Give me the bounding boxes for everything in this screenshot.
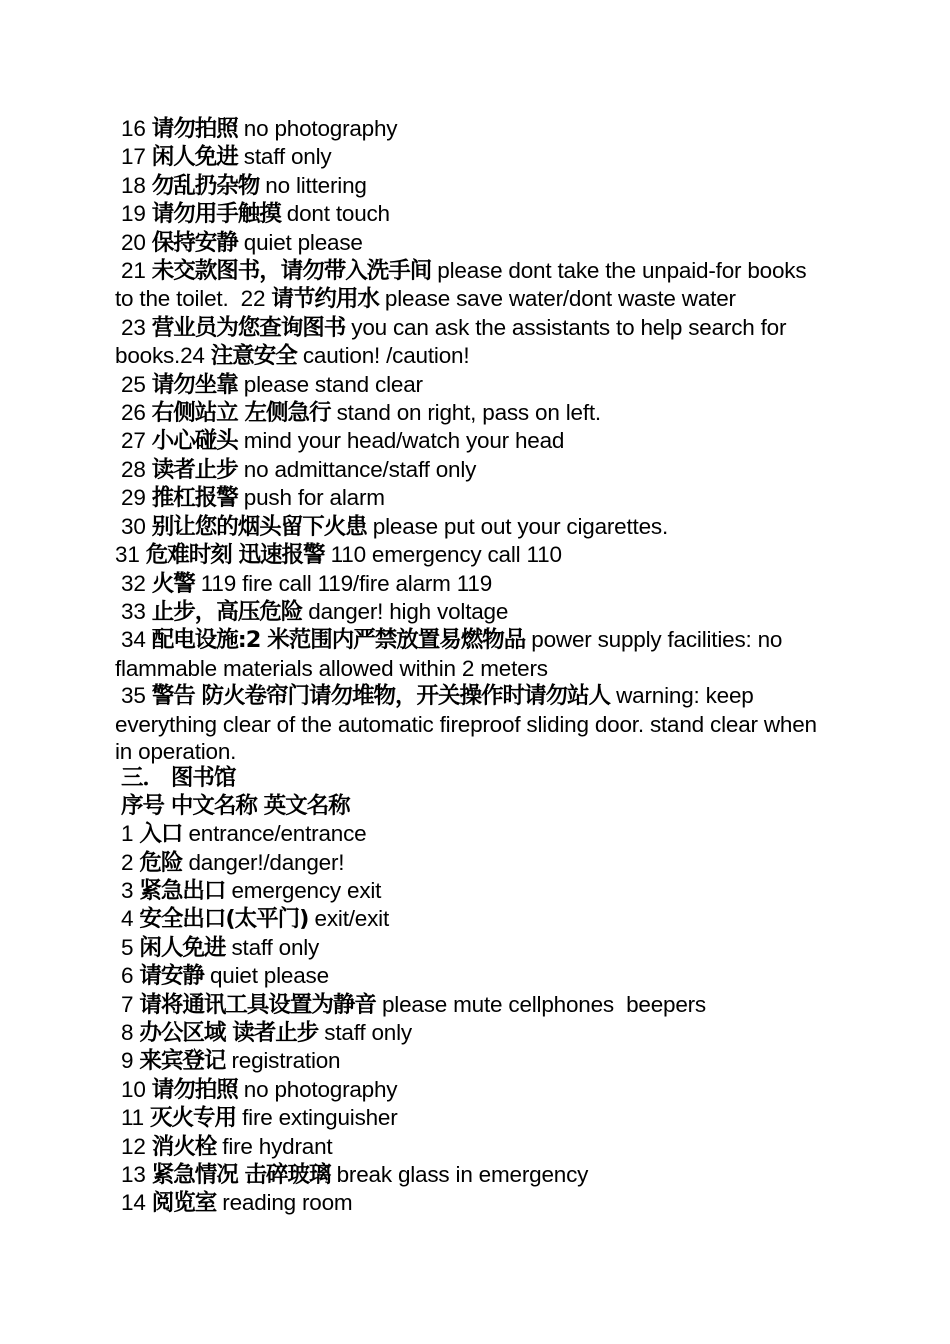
sign-entry-18: 18 勿乱扔杂物 no littering: [121, 172, 367, 199]
sign-entry-29: 29 推杠报警 push for alarm: [121, 485, 385, 512]
table-header: 序号 中文名称 英文名称: [121, 792, 350, 819]
library-entry-4: 4 安全出口(太平门) exit/exit: [121, 906, 390, 933]
library-entry-3: 3 紧急出口 emergency exit: [121, 877, 382, 904]
library-entry-14: 14 阅览室 reading room: [121, 1190, 353, 1217]
sign-entry-30: 30 别让您的烟头留下火患 please put out your cigarettes.: [121, 513, 669, 540]
library-entry-11: 11 灭火专用 fire extinguisher: [121, 1105, 398, 1132]
library-entry-8: 8 办公区域 读者止步 staff only: [121, 1020, 412, 1046]
sign-entry-28: 28 读者止步 no admittance/staff only: [121, 456, 477, 483]
library-entry-1: 1 入口 entrance/entrance: [121, 821, 367, 848]
sign-entry-27: 27 小心碰头 mind your head/watch your head: [121, 428, 565, 455]
library-entry-12: 12 消火栓 fire hydrant: [121, 1133, 333, 1160]
library-entry-9: 9 来宾登记 registration: [121, 1048, 341, 1075]
sign-entry-34: 34 配电设施:2 米范围内严禁放置易燃物品 power supply facilities: no flammable materials allowed within 2 meters: [115, 627, 783, 681]
library-entry-6: 6 请安静 quiet please: [121, 963, 329, 990]
sign-entry-21-22: 21 未交款图书，请勿带入洗手间 please dont take the unpaid-for books to the toilet. 22 请节约用水 please save water/dont waste water: [115, 258, 807, 313]
library-entry-5: 5 闲人免进 staff only: [121, 934, 320, 961]
sign-entry-19: 19 请勿用手触摸 dont touch: [121, 201, 390, 228]
library-entry-13: 13 紧急情况 击碎玻璃 break glass in emergency: [121, 1162, 589, 1189]
sign-entry-33: 33 止步，高压危险 danger! high voltage: [121, 598, 509, 625]
sign-entry-25: 25 请勿坐靠 please stand clear: [121, 371, 423, 398]
library-entry-2: 2 危险 danger!/danger!: [121, 849, 345, 876]
library-entry-10: 10 请勿拍照 no photography: [121, 1076, 398, 1103]
sign-entry-16: 16 请勿拍照 no photography: [121, 116, 398, 142]
section-title: 三． 图书馆: [121, 765, 236, 792]
sign-entry-35: 35 警告 防火卷帘门请勿堆物，开关操作时请勿站人 warning: keep everything clear of the automatic fireproof sliding door. stand clear when in operation.: [115, 683, 817, 764]
sign-entry-31: 31 危难时刻 迅速报警 110 emergency call 110: [115, 542, 562, 569]
sign-entry-17: 17 闲人免进 staff only: [121, 144, 332, 171]
sign-entry-20: 20 保持安静 quiet please: [121, 229, 363, 256]
sign-entry-26: 26 右侧站立 左侧急行 stand on right, pass on left.: [121, 400, 601, 427]
library-entry-7: 7 请将通讯工具设置为静音 please mute cellphones beepers: [121, 991, 706, 1018]
sign-entry-32: 32 火警 119 fire call 119/fire alarm 119: [121, 570, 493, 597]
document-page: [115, 115, 825, 1218]
sign-entry-23-24: 23 营业员为您查询图书 you can ask the assistants to help search for books.24 注意安全 caution! /caution!: [115, 314, 787, 370]
